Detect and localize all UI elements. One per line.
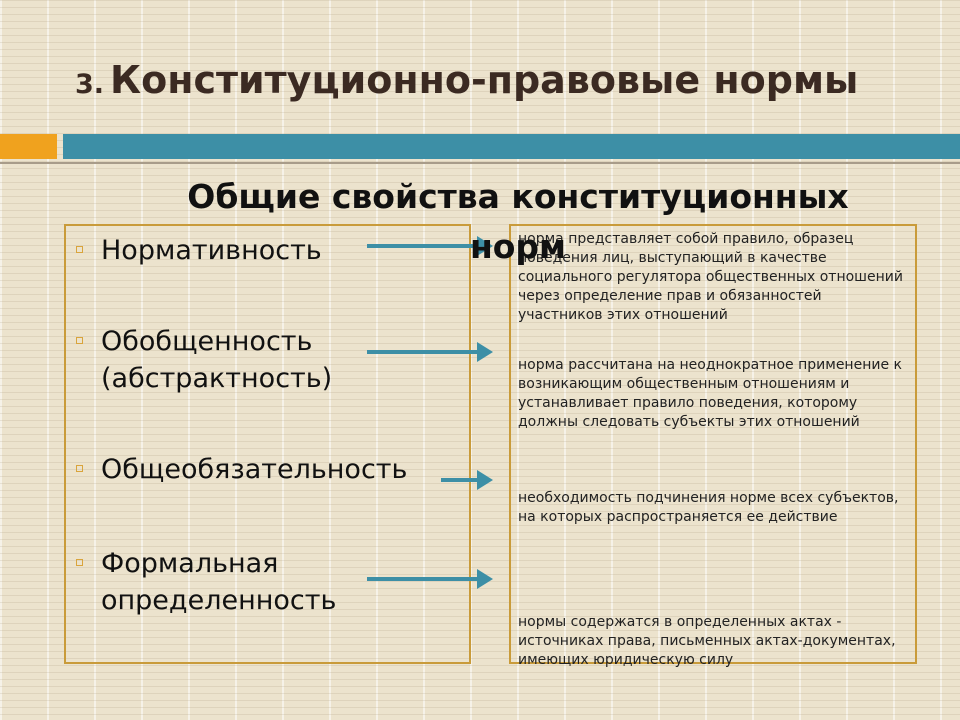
accent-band-orange (0, 134, 57, 159)
right-arrow-icon (367, 569, 493, 589)
property-label-line2: (абстрактность) (101, 363, 333, 394)
property-label: Нормативность (101, 235, 322, 266)
slide-title-text: Конституционно-правовые нормы (110, 58, 859, 102)
property-label-line2: определенность (101, 585, 337, 616)
accent-band-teal (63, 134, 960, 159)
right-arrow-icon (367, 342, 493, 362)
description-formal-definiteness: нормы содержатся в определенных актах - источниках права, письменных актах-документах, имеющих юридическую силу (518, 614, 896, 668)
description-generality: норма рассчитана на неоднократное применение к возникающим общественным отношениям и устанавливает правило поведения, которому должны следовать субъекты этих отношений (518, 357, 902, 430)
accent-divider-line (0, 162, 960, 164)
slide-subtitle: Общие свойства конституционных норм (187, 177, 849, 266)
slide-title (75, 58, 858, 102)
property-label: Общеобязательность (101, 454, 408, 485)
square-bullet-icon (76, 465, 83, 472)
property-label-line1: Формальная (101, 548, 279, 579)
slide-number: 3. (75, 69, 105, 100)
square-bullet-icon (76, 246, 83, 253)
description-obligatoriness: необходимость подчинения норме всех субъектов, на которых распространяется ее действие (518, 490, 899, 525)
right-arrow-icon (441, 470, 493, 490)
property-label-line1: Обобщенность (101, 326, 313, 357)
description-normativity: норма представляет собой правило, образец поведения лиц, выступающий в качестве социального регулятора общественных отношений через определение прав и обязанностей участников этих отношений (518, 231, 903, 323)
square-bullet-icon (76, 559, 83, 566)
square-bullet-icon (76, 337, 83, 344)
